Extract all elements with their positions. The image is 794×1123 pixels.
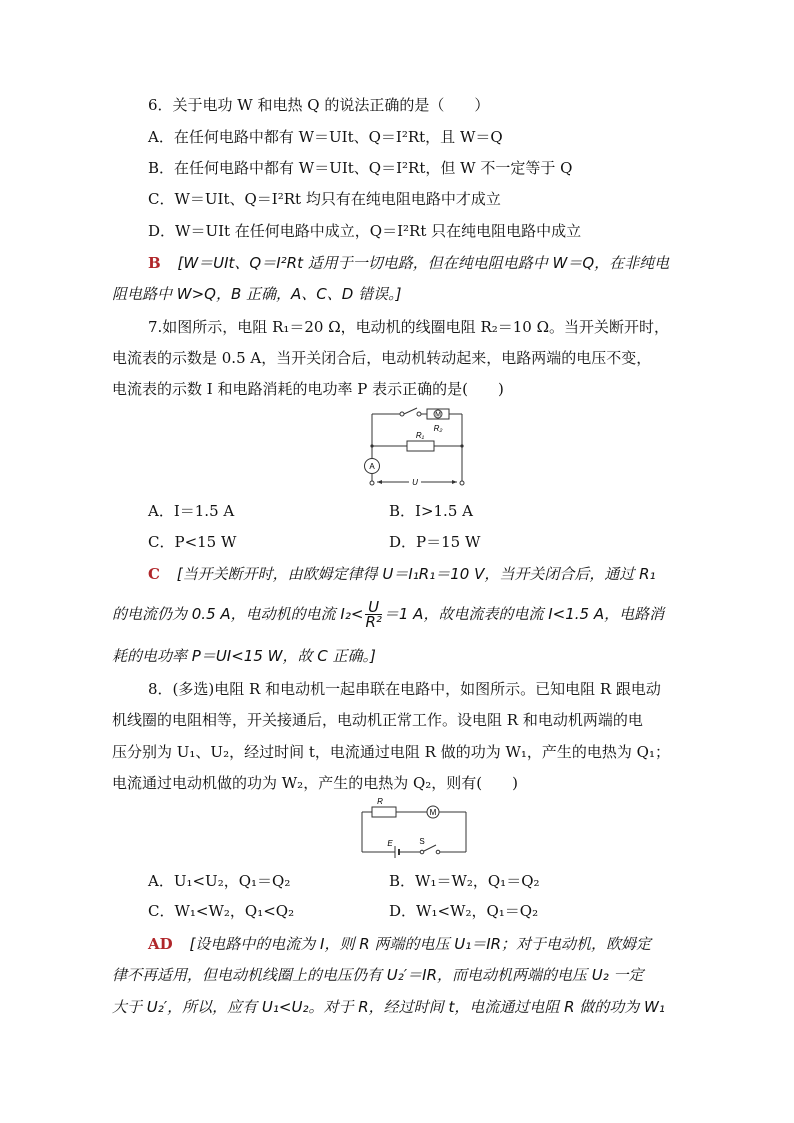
- q8-switch: [424, 845, 436, 851]
- q8-stem-line-2: 机线圈的电阻相等，开关接通后，电动机正常工作。设电阻 R 和电动机两端的电: [112, 711, 643, 729]
- q7-fraction-denominator: R²: [365, 613, 382, 631]
- q7-explanation-text-2b: ＝1 A，故电流表的电流 I<1.5 A，电路消: [383, 605, 665, 623]
- q6-answer: B: [148, 254, 161, 272]
- q8-stem-line-3: 压分别为 U₁、U₂，经过时间 t，电流通过电阻 R 做的功为 W₁，产生的电热为 Q₁；: [112, 743, 670, 761]
- q7-motor-label: M: [435, 411, 441, 419]
- q7-stem-line-1: 7.如图所示，电阻 R₁＝20 Ω，电动机的线圈电阻 R₂＝10 Ω。当开关断开时，: [148, 318, 670, 336]
- q8-option-d: D．W₁<W₂，Q₁＝Q₂: [389, 902, 539, 920]
- q8-option-a: A．U₁<U₂，Q₁＝Q₂: [148, 872, 291, 890]
- q6-stem: 6．关于电功 W 和电热 Q 的说法正确的是（ ）: [148, 96, 490, 114]
- q8-e-label: E: [387, 839, 393, 848]
- q6-option-a: A．在任何电路中都有 W＝UIt、Q＝I²Rt，且 W＝Q: [148, 128, 503, 146]
- q7-voltage-label: U: [412, 478, 418, 487]
- q8-explanation-line-3: 大于 U₂′，所以，应有 U₁<U₂。对于 R，经过时间 t，电流通过电阻 R 做的功为 W₁: [112, 998, 665, 1016]
- q7-fraction-numerator: U: [365, 600, 381, 615]
- q7-stem-line-3: 电流表的示数 I 和电路消耗的电功率 P 表示正确的是( ): [112, 380, 504, 398]
- q8-explanation-line-2: 律不再适用，但电动机线圈上的电压仍有 U₂′＝IR，而电动机两端的电压 U₂ 一定: [112, 966, 644, 984]
- q8-resistor: [372, 807, 396, 817]
- q8-stem-line-1: 8．(多选)电阻 R 和电动机一起串联在电路中，如图所示。已知电阻 R 跟电动: [148, 680, 661, 698]
- q7-answer: C: [148, 565, 160, 583]
- q8-explanation-line-1: [148, 933, 651, 955]
- q7-explanation-line-2: [112, 600, 664, 629]
- q7-explanation-text-1: [当开关断开时，由欧姆定律得 U＝I₁R₁＝10 V，当开关闭合后，通过 R₁: [176, 565, 656, 583]
- q6-explanation-line-2: 阻电路中 W>Q，B 正确，A、C、D 错误。]: [112, 285, 402, 303]
- q6-option-b: B．在任何电路中都有 W＝UIt、Q＝I²Rt，但 W 不一定等于 Q: [148, 159, 573, 177]
- q7-option-c: C．P<15 W: [148, 533, 237, 551]
- q7-option-b: B．I>1.5 A: [389, 502, 473, 520]
- q8-s-label: S: [419, 837, 425, 846]
- q7-stem-line-2: 电流表的示数是 0.5 A，当开关闭合后，电动机转动起来，电路两端的电压不变，: [112, 349, 652, 367]
- q8-motor-label: M: [429, 808, 437, 817]
- q7-switch: [404, 408, 417, 414]
- q8-option-b: B．W₁＝W₂，Q₁＝Q₂: [389, 872, 540, 890]
- q7-ammeter-label: A: [369, 462, 375, 471]
- q8-stem-line-4: 电流通过电动机做的功为 W₂，产生的电热为 Q₂，则有( ): [112, 774, 518, 792]
- q7-r1-label: R₁: [415, 431, 425, 440]
- q7-r2-label: R₂: [433, 424, 443, 433]
- q8-explanation-text-1: [设电路中的电流为 I，则 R 两端的电压 U₁＝IR；对于电动机，欧姆定: [189, 935, 652, 953]
- q7-r1-resistor: [407, 441, 434, 451]
- q8-r-label: R: [377, 797, 383, 806]
- q8-circuit-diagram: [350, 796, 480, 860]
- q8-answer: AD: [148, 935, 173, 953]
- q7-option-d: D．P＝15 W: [389, 533, 481, 551]
- q6-explanation-line-1: [148, 252, 669, 274]
- q6-option-d: D．W＝UIt 在任何电路中成立，Q＝I²Rt 只在纯电阻电路中成立: [148, 222, 582, 240]
- q7-explanation-text-2a: 的电流仍为 0.5 A，电动机的电流 I₂<: [112, 605, 364, 623]
- q7-option-a: A．I＝1.5 A: [148, 502, 235, 520]
- q8-option-c: C．W₁<W₂，Q₁<Q₂: [148, 902, 295, 920]
- q6-option-c: C．W＝UIt、Q＝I²Rt 均只有在纯电阻电路中才成立: [148, 190, 501, 208]
- q7-explanation-line-3: 耗的电功率 P＝UI<15 W，故 C 正确。]: [112, 647, 376, 665]
- q6-explanation-text-1: [W＝UIt、Q＝I²Rt 适用于一切电路，但在纯电阻电路中 W＝Q，在非纯电: [177, 254, 670, 272]
- q7-fraction: [365, 600, 381, 629]
- q7-circuit-diagram: [355, 402, 475, 498]
- q7-explanation-line-1: [148, 563, 656, 585]
